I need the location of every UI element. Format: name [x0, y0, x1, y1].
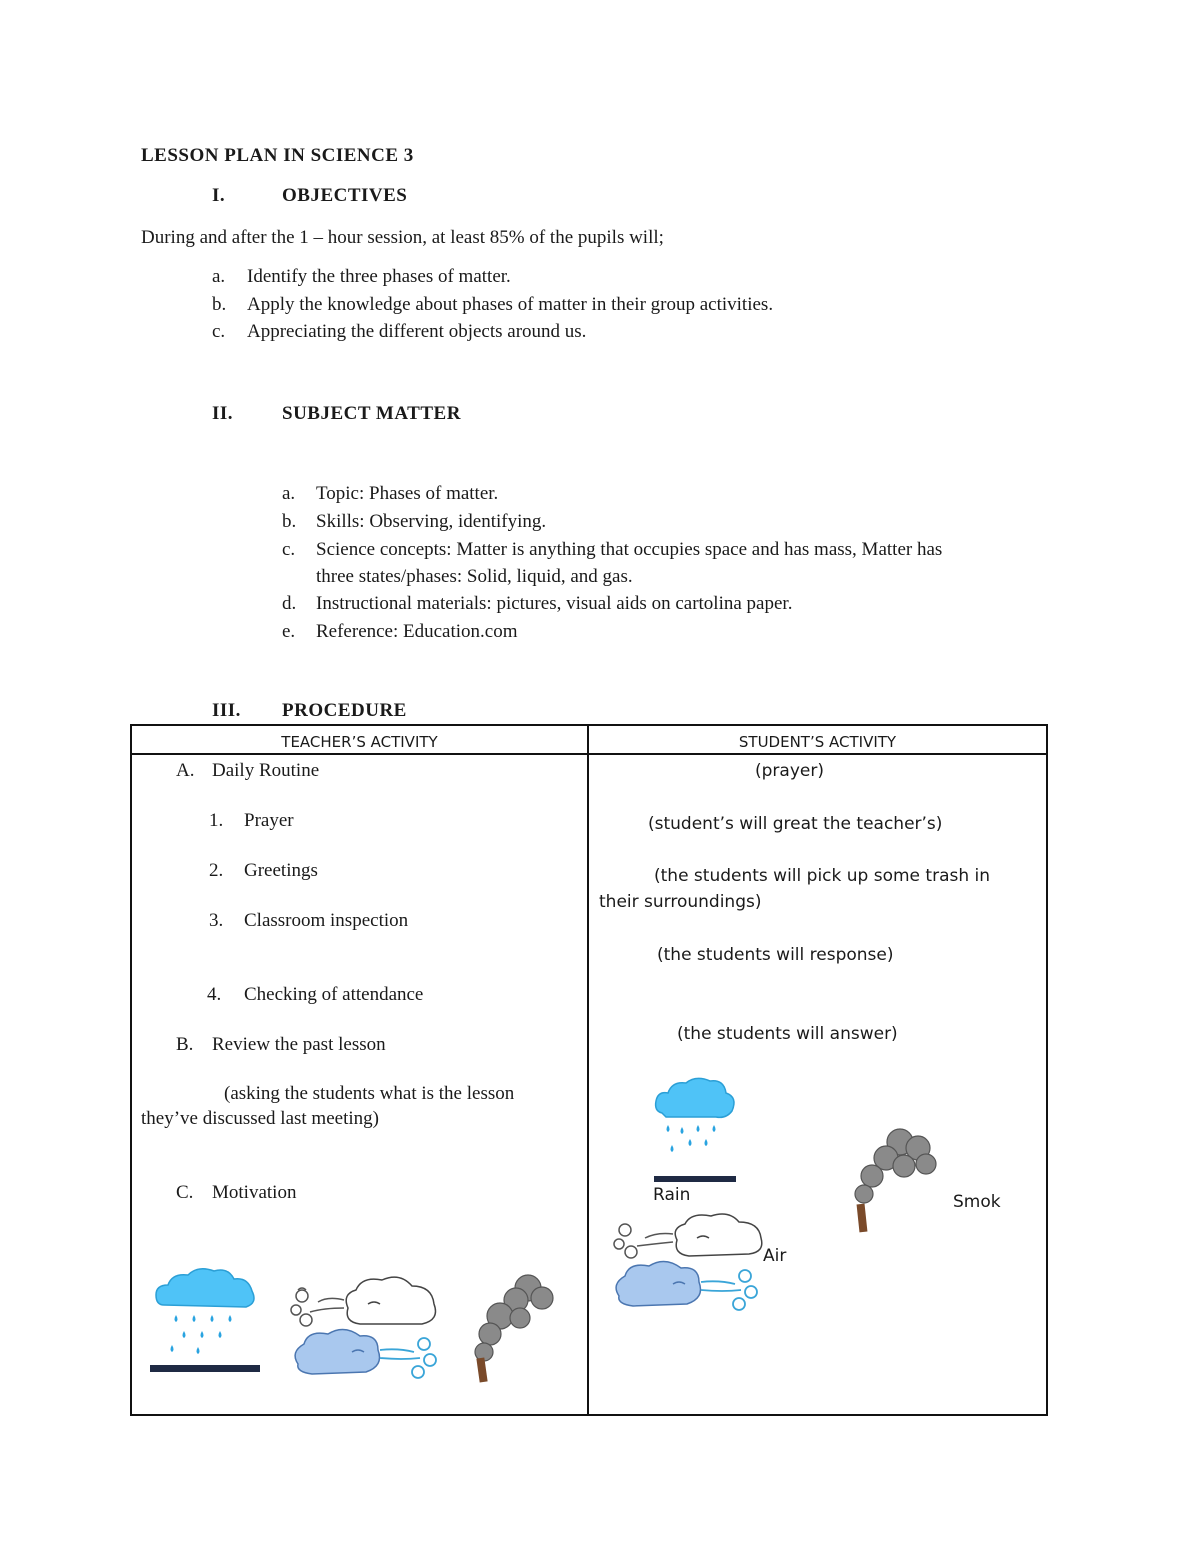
rain-label: Rain	[653, 1185, 691, 1205]
routine-number: 2.	[209, 860, 224, 881]
rain-cloud-icon	[150, 1265, 262, 1375]
routine-number: 3.	[209, 910, 224, 931]
wind-clouds-icon	[611, 1210, 765, 1322]
student-response: (student’s will great the teacher’s)	[648, 814, 943, 834]
subject-item: Reference: Education.com	[316, 621, 518, 642]
daily-routine-label: Daily Routine	[212, 760, 320, 781]
student-response: (the students will pick up some trash in	[654, 866, 991, 886]
objective-marker: c.	[212, 321, 226, 342]
table-header-divider	[130, 753, 1048, 755]
section-2-heading: SUBJECT MATTER	[282, 403, 461, 424]
review-note-continuation: they’ve discussed last meeting)	[141, 1108, 379, 1129]
subject-item: Science concepts: Matter is anything that occupies space and has mass, Matter has	[316, 539, 943, 560]
routine-item: Greetings	[244, 860, 318, 881]
subject-item: Skills: Observing, identifying.	[316, 511, 547, 532]
objective-item: Appreciating the different objects around us.	[247, 321, 587, 342]
subject-marker: d.	[282, 593, 297, 614]
step-marker: C.	[176, 1182, 194, 1203]
student-activity-header: STUDENT’S ACTIVITY	[738, 733, 897, 751]
section-1-heading: OBJECTIVES	[282, 185, 408, 206]
routine-item: Classroom inspection	[244, 910, 409, 931]
section-2-number: II.	[212, 403, 234, 424]
smoke-label: Smok	[953, 1192, 1001, 1212]
subject-item: Instructional materials: pictures, visual aids on cartolina paper.	[316, 593, 793, 614]
subject-marker: b.	[282, 511, 297, 532]
wind-clouds-icon	[288, 1268, 442, 1393]
routine-item: Prayer	[244, 810, 294, 831]
subject-marker: c.	[282, 539, 296, 560]
motivation-label: Motivation	[212, 1182, 297, 1203]
routine-number: 1.	[209, 810, 224, 831]
step-marker: B.	[176, 1034, 194, 1055]
smoke-icon	[852, 1124, 942, 1236]
review-note: (asking the students what is the lesson	[224, 1083, 515, 1104]
section-3-number: III.	[212, 700, 241, 721]
smoke-icon	[470, 1272, 565, 1384]
teacher-activity-header: TEACHER’S ACTIVITY	[281, 733, 438, 751]
routine-item: Checking of attendance	[244, 984, 424, 1005]
rain-cloud-icon	[652, 1075, 738, 1187]
objective-marker: a.	[212, 266, 226, 287]
objective-item: Apply the knowledge about phases of matter in their group activities.	[247, 294, 774, 315]
routine-number: 4.	[207, 984, 222, 1005]
table-column-divider	[587, 724, 589, 1416]
subject-marker: e.	[282, 621, 296, 642]
subject-item-continuation: three states/phases: Solid, liquid, and gas.	[316, 566, 633, 587]
student-response: (the students will answer)	[677, 1024, 898, 1044]
student-response-continuation: their surroundings)	[599, 892, 762, 912]
page-title: LESSON PLAN IN SCIENCE 3	[141, 145, 414, 166]
objective-marker: b.	[212, 294, 227, 315]
subject-item: Topic: Phases of matter.	[316, 483, 499, 504]
section-1-number: I.	[212, 185, 226, 206]
review-label: Review the past lesson	[212, 1034, 386, 1055]
air-label: Air	[763, 1246, 787, 1266]
section-3-heading: PROCEDURE	[282, 700, 407, 721]
student-response: (the students will response)	[657, 945, 894, 965]
step-marker: A.	[176, 760, 195, 781]
objectives-intro: During and after the 1 – hour session, at least 85% of the pupils will;	[141, 227, 664, 248]
subject-marker: a.	[282, 483, 296, 504]
student-response: (prayer)	[755, 761, 824, 781]
objective-item: Identify the three phases of matter.	[247, 266, 511, 287]
